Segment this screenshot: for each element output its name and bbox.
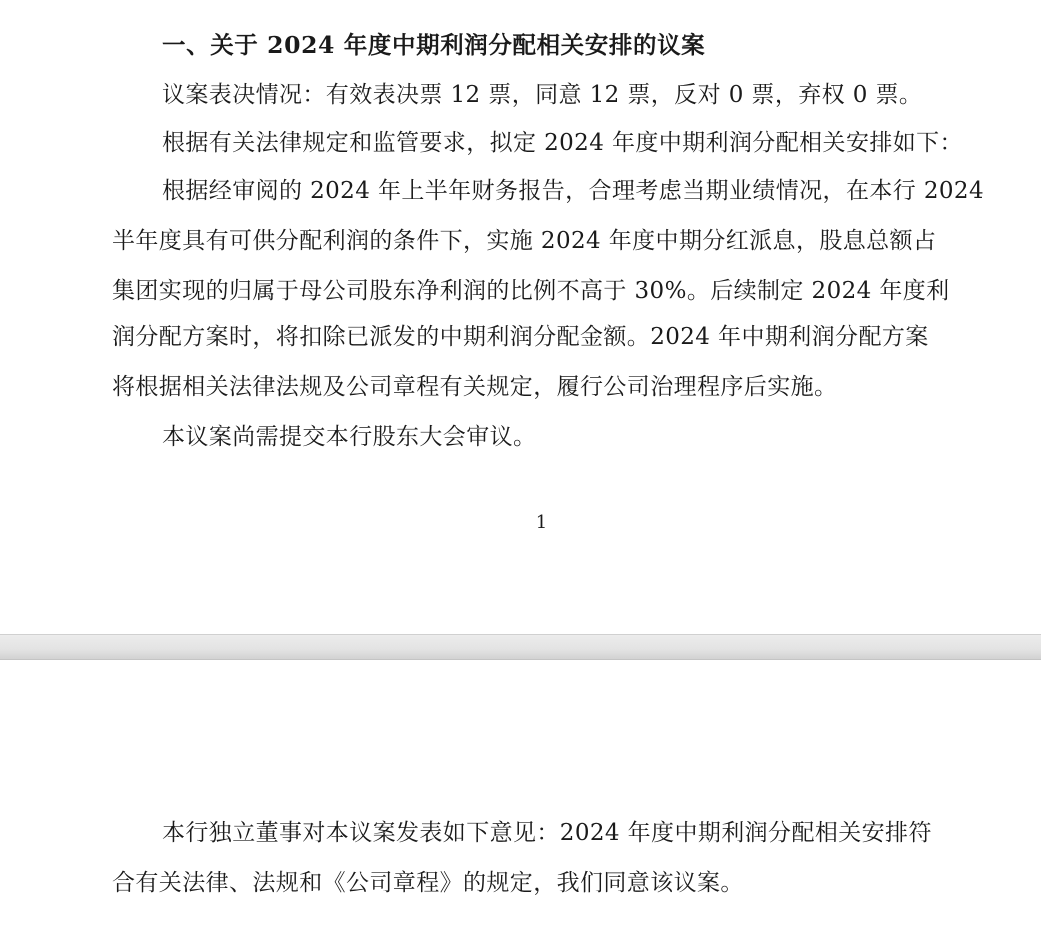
intro-line: 根据有关法律规定和监管要求，拟定 2024 年度中期利润分配相关安排如下： xyxy=(162,130,963,156)
document-page-2 xyxy=(0,660,1041,929)
page-number: 1 xyxy=(535,512,548,533)
closing-line: 本议案尚需提交本行股东大会审议。 xyxy=(162,424,537,450)
vote-result-line: 议案表决情况：有效表决票 12 票，同意 12 票，反对 0 票，弃权 0 票。 xyxy=(162,82,923,108)
body-line: 根据经审阅的 2024 年上半年财务报告，合理考虑当期业绩情况，在本行 2024 xyxy=(162,178,984,204)
body-line: 集团实现的归属于母公司股东净利润的比例不高于 30%。后续制定 2024 年度利 xyxy=(112,278,950,304)
opinion-line: 合有关法律、法规和《公司章程》的规定，我们同意该议案。 xyxy=(112,870,744,896)
body-line: 润分配方案时，将扣除已派发的中期利润分配金额。2024 年中期利润分配方案 xyxy=(112,324,929,350)
body-line: 半年度具有可供分配利润的条件下，实施 2024 年度中期分红派息，股息总额占 xyxy=(112,228,937,254)
page-separator xyxy=(0,634,1041,660)
section-heading: 一、关于 2024 年度中期利润分配相关安排的议案 xyxy=(162,31,706,59)
opinion-line: 本行独立董事对本议案发表如下意见：2024 年度中期利润分配相关安排符 xyxy=(162,820,932,846)
body-line: 将根据相关法律法规及公司章程有关规定，履行公司治理程序后实施。 xyxy=(112,374,838,400)
